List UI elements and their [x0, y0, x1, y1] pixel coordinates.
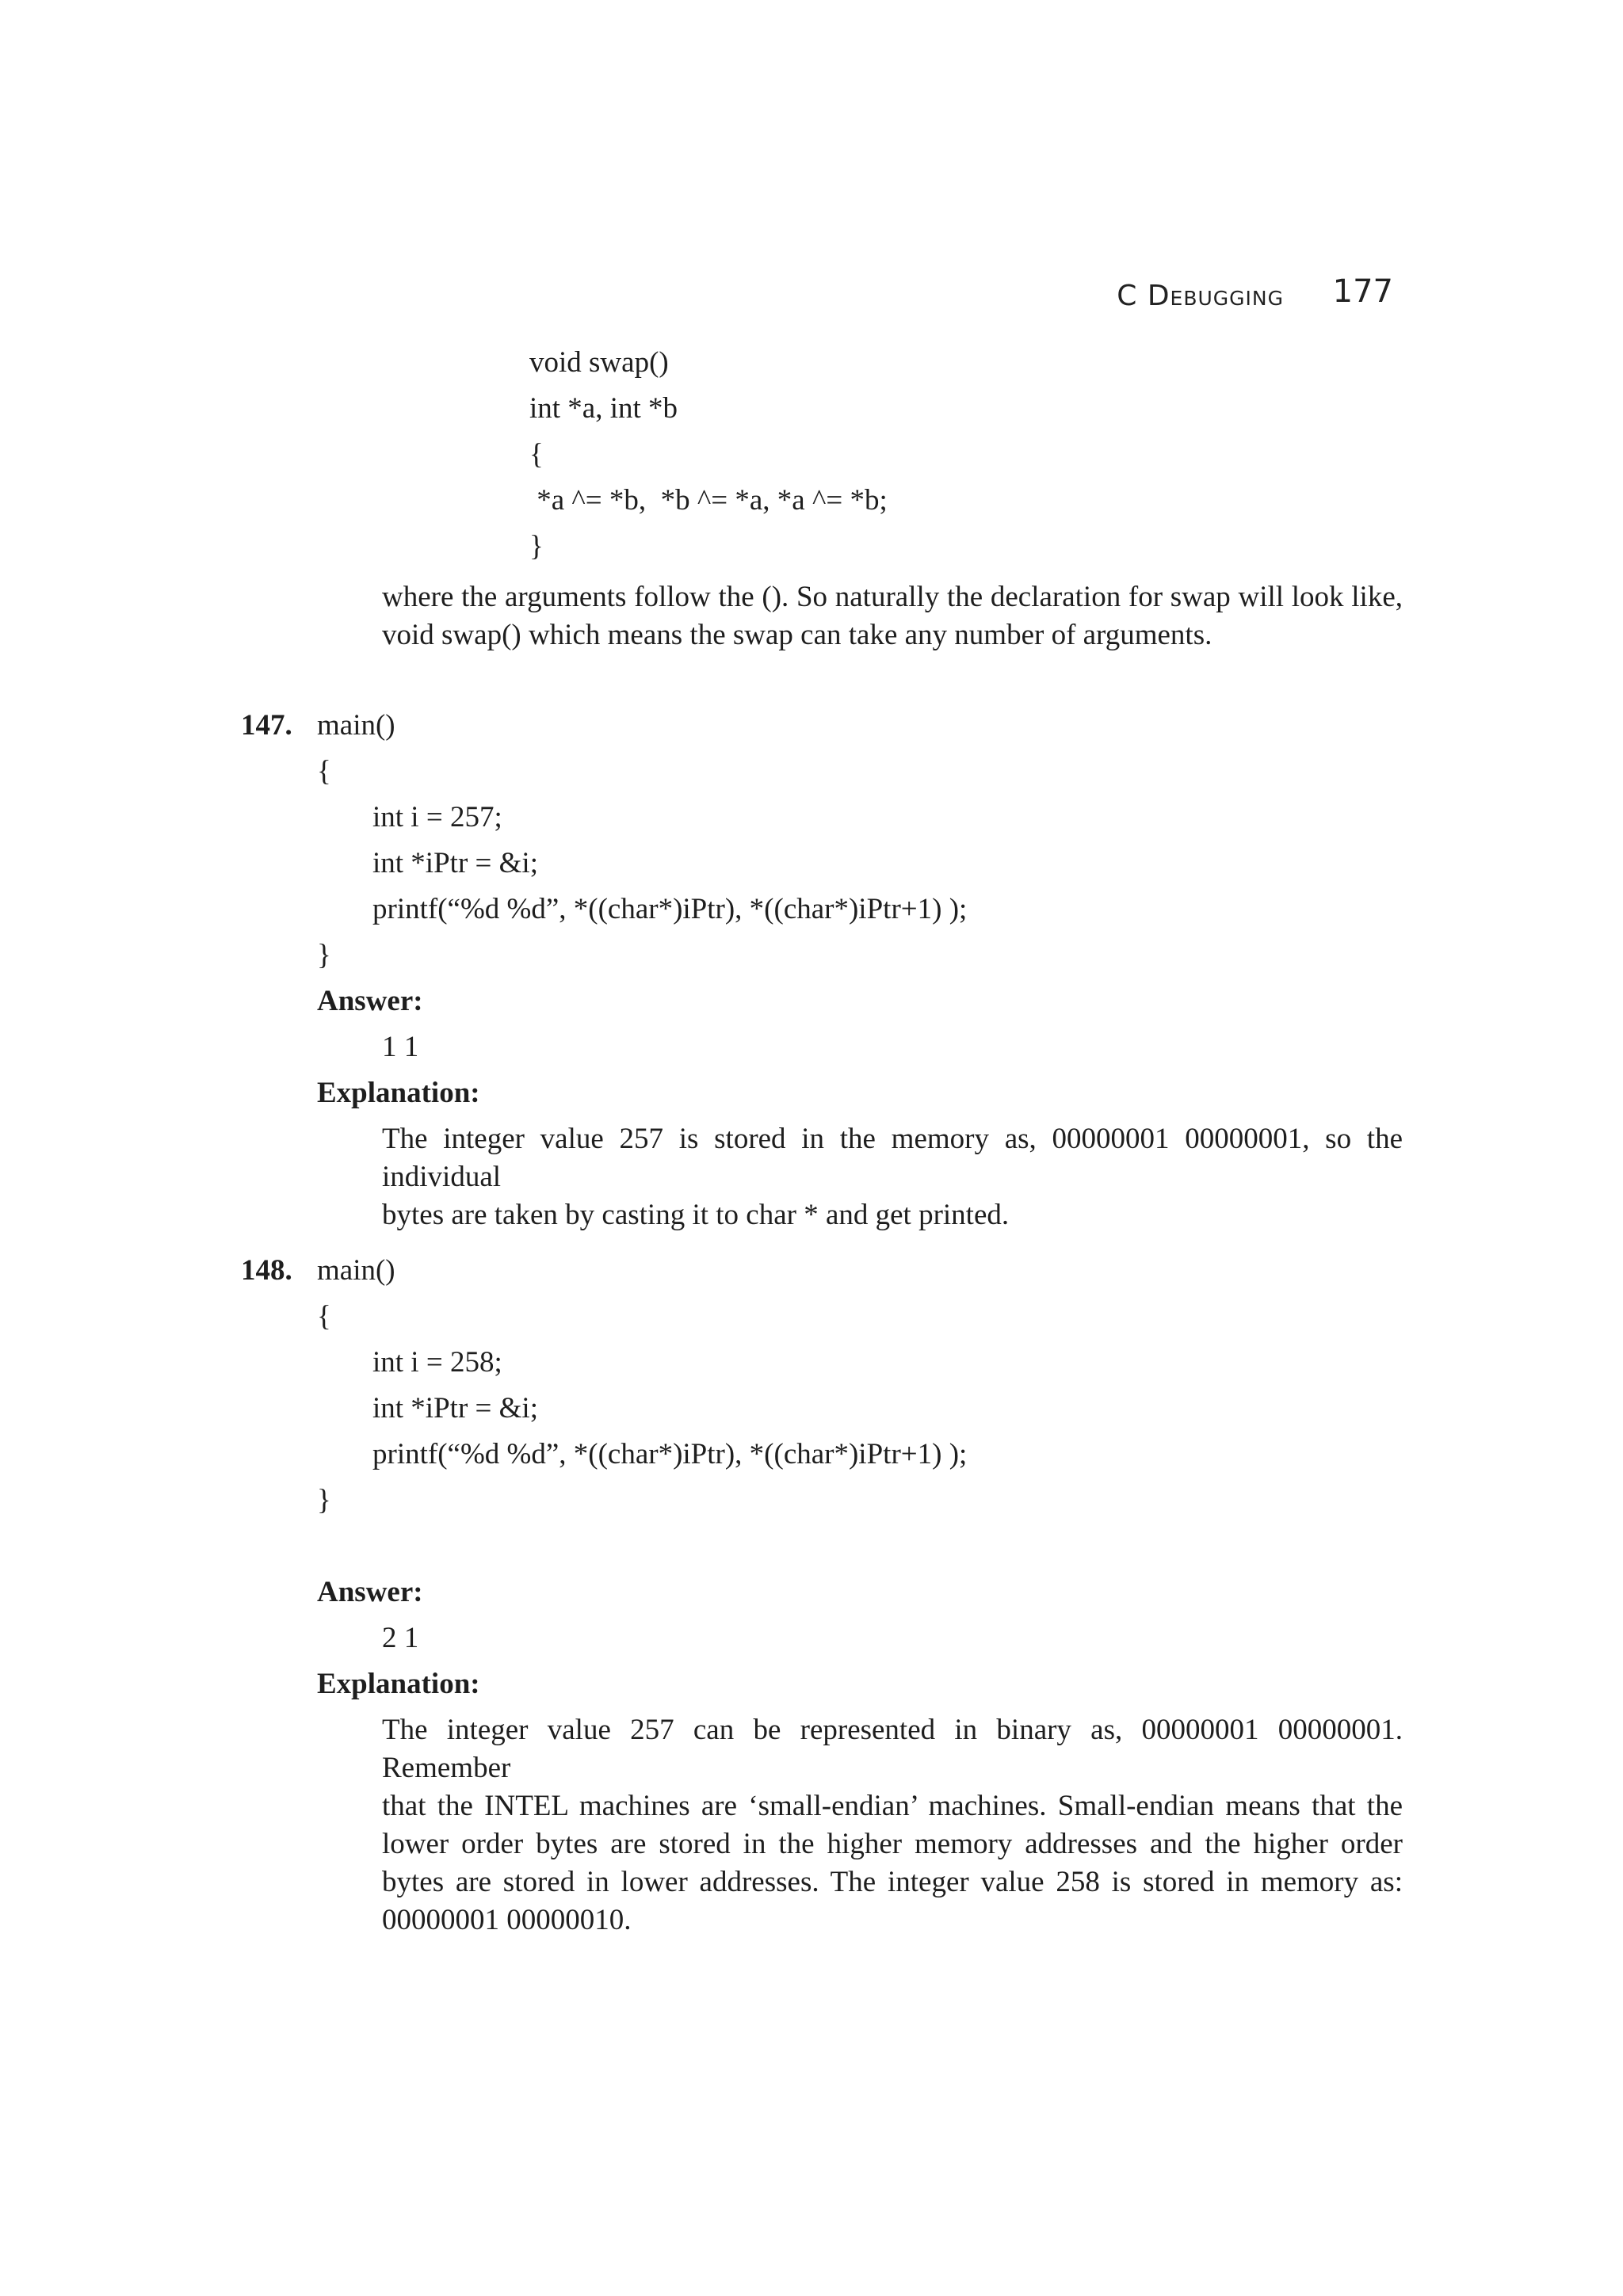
answer-value: 2 1: [382, 1622, 419, 1654]
paragraph-line: bytes are stored in lower addresses. The integer value 258 is stored in memory as:: [382, 1866, 1403, 1898]
code-line: }: [317, 939, 331, 971]
answer-label: Answer:: [317, 1576, 423, 1608]
code-line: printf(“%d %d”, *((char*)iPtr), *((char*)iPtr+1) );: [372, 893, 968, 925]
answer-label: Answer:: [317, 985, 423, 1017]
code-line: int *iPtr = &i;: [372, 847, 538, 879]
code-line: int i = 258;: [372, 1346, 502, 1379]
paragraph-line: where the arguments follow the (). So naturally the declaration for swap will look like,: [382, 581, 1403, 613]
explanation-label: Explanation:: [317, 1077, 480, 1109]
explanation-text: [382, 1120, 1403, 1234]
explanation-text: [382, 1711, 1403, 1939]
explanation-label: Explanation:: [317, 1668, 480, 1700]
intro-code-line: {: [529, 438, 544, 471]
code-line: int i = 257;: [372, 801, 502, 833]
intro-code-line: *a ^= *b, *b ^= *a, *a ^= *b;: [529, 484, 888, 517]
code-line: main(): [317, 709, 395, 742]
paragraph-line: bytes are taken by casting it to char * and get printed.: [382, 1199, 1010, 1231]
question-number: 148.: [241, 1254, 292, 1287]
code-line: int *iPtr = &i;: [372, 1392, 538, 1425]
paragraph-line: void swap() which means the swap can take any number of arguments.: [382, 619, 1212, 651]
chapter-title: C Debugging: [1117, 280, 1284, 312]
code-line: main(): [317, 1254, 395, 1287]
page-number: 177: [1332, 273, 1393, 310]
code-line: {: [317, 755, 331, 788]
paragraph-line: lower order bytes are stored in the higher memory addresses and the higher order: [382, 1828, 1403, 1860]
question-number: 147.: [241, 709, 292, 742]
code-line: {: [317, 1300, 331, 1333]
paragraph-line: 00000001 00000010.: [382, 1904, 632, 1936]
paragraph-line: The integer value 257 is stored in the memory as, 00000001 00000001, so the individual: [382, 1123, 1403, 1193]
intro-code-line: void swap(): [529, 346, 669, 379]
intro-code-line: int *a, int *b: [529, 392, 678, 425]
running-header: [1030, 273, 1403, 321]
code-line: }: [317, 1484, 331, 1516]
paragraph-line: that the INTEL machines are ‘small-endian’ machines. Small-endian means that the: [382, 1790, 1403, 1822]
code-line: printf(“%d %d”, *((char*)iPtr), *((char*)iPtr+1) );: [372, 1438, 968, 1470]
paragraph-line: The integer value 257 can be represented in binary as, 00000001 00000001. Remember: [382, 1714, 1403, 1784]
intro-paragraph: [382, 578, 1403, 654]
answer-value: 1 1: [382, 1031, 419, 1063]
intro-code-line: }: [529, 530, 544, 563]
